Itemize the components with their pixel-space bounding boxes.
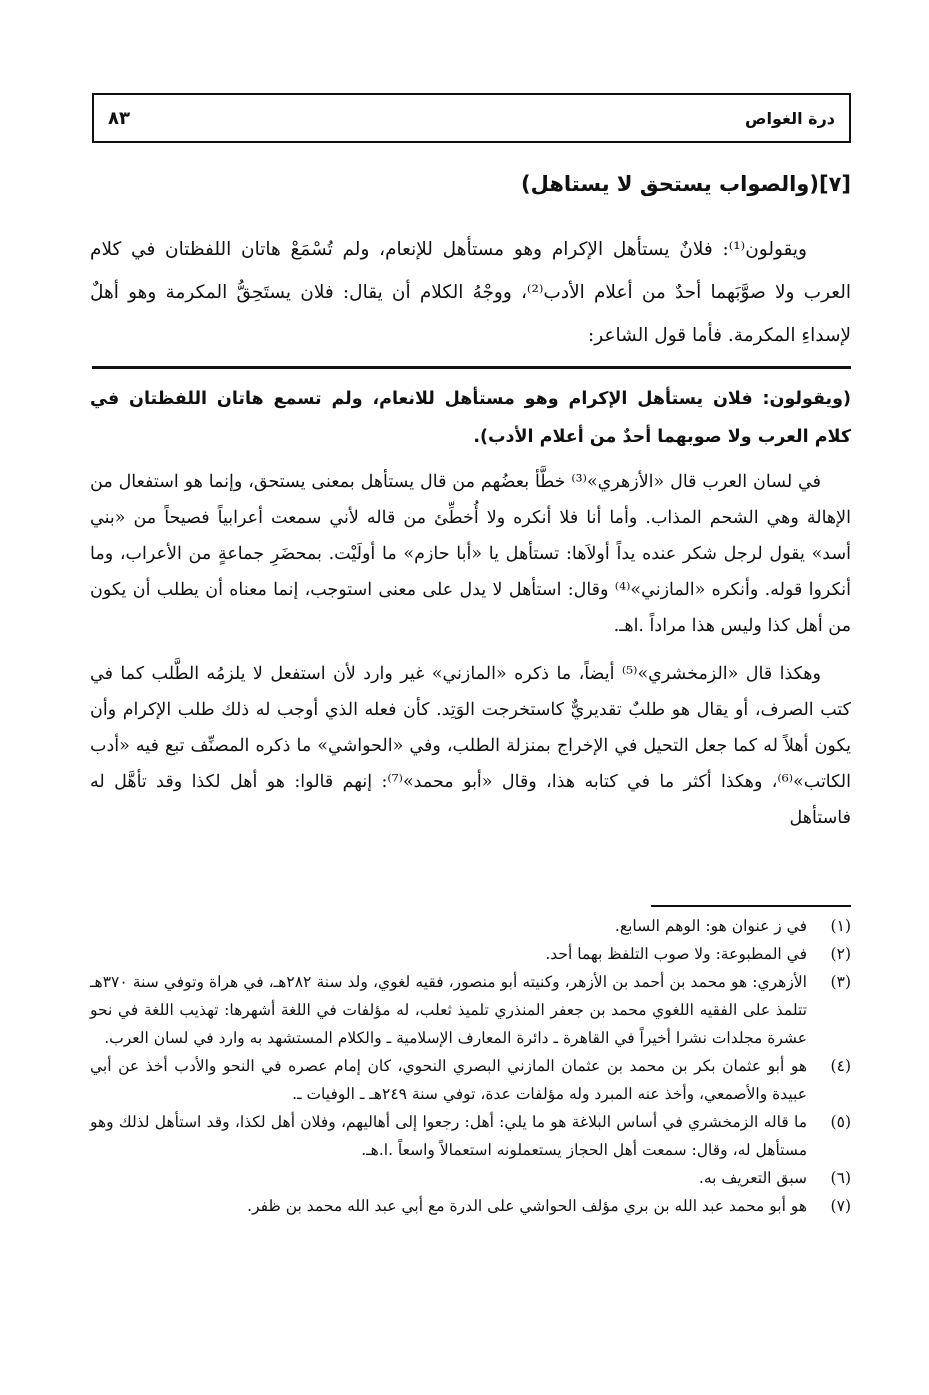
- footnote-number: (١): [830, 917, 851, 935]
- commentary-paragraph-2: وهكذا قال «الزمخشري»⁽⁵⁾ أيضاً، ما ذكره «المازني» غير وارد لأن استفعل لا يلزمُه الطَّلب كما في كتب الصرف، أو يقال هو طلبٌ تقديريٌّ كاستخرجت الوَتِد. كأن فعله الذي أوجب له ذلك طلب الإكرام وأن يكون أهلاً له كما جعل التحيل في الإخراج بمنزلة الطلب، وفي «الحواشي» ما ذكره المصنِّف تبع فيه «أدب الكاتب»⁽⁶⁾، وهكذا أكثر ما في كتابه هذا، وقال «أبو محمد»⁽⁷⁾: إنهم قالوا: هو أهل لكذا وقد تأهَّل له فاستأهل: [90, 664, 851, 828]
- running-title: درة الغواص: [745, 108, 835, 128]
- commentary-quote: (ويقولون: فلان يستأهل الإكرام وهو مستأهل للانعام، ولم تسمع هاتان اللفظتان في كلام العرب ولا صوبهما أحدٌ من أعلام الأدب).: [90, 389, 851, 447]
- footnote: [90, 1108, 851, 1164]
- page-number: ٨٣: [108, 107, 130, 129]
- footnote-number: (٧): [830, 1197, 851, 1215]
- footnote-text: هو أبو عثمان بكر بن محمد بن عثمان المازني البصري النحوي، كان إمام عصره في النحو والأدب أخذ عن أبي عبيدة والأصمعي، وأخذ عنه المبرد وله مؤلفات عدة، توفي سنة ٢٤٩هـ ـ الوفيات ـ.: [90, 1057, 807, 1103]
- footnote-number: (٣): [830, 973, 851, 991]
- footnote-text: سبق التعريف به.: [698, 1169, 807, 1187]
- section-divider: [92, 366, 851, 369]
- footnote: [90, 940, 851, 968]
- footnote: [90, 1052, 851, 1108]
- section-heading: [٧](والصواب يستحق لا يستاهل): [520, 172, 851, 196]
- footnote-number: (٦): [830, 1169, 851, 1187]
- footnote-number: (٥): [830, 1113, 851, 1131]
- main-text: [90, 228, 851, 357]
- running-header: [92, 93, 851, 143]
- main-paragraph: ويقولون⁽¹⁾: فلانٌ يستأهل الإكرام وهو مستأهل للإنعام، ولم تُسْمَعْ هاتان اللفظتان في كلام العرب ولا صوَّبَهما أحدٌ من أعلام الأدب⁽²⁾، ووجْهُ الكلام أن يقال: فلان يستَحِقُّ المكرمة وهو أهلٌ لإسداءِ المكرمة. فأما قول الشاعر:: [90, 239, 851, 346]
- footnote-rule: [651, 905, 851, 907]
- footnote-number: (٤): [830, 1057, 851, 1075]
- footnote: [90, 1164, 851, 1192]
- footnote: [90, 1192, 851, 1220]
- footnote-text: في ز عنوان هو: الوهم السابع.: [614, 917, 807, 935]
- footnote-text: هو أبو محمد عبد الله بن بري مؤلف الحواشي على الدرة مع أبي عبد الله محمد بن ظفر.: [247, 1197, 807, 1215]
- footnote: [90, 968, 851, 1052]
- footnote-number: (٢): [830, 945, 851, 963]
- footnote: [90, 912, 851, 940]
- commentary-paragraph-1: في لسان العرب قال «الأزهري»⁽³⁾ خطَّأ بعضُهم من قال يستأهل بمعنى يستحق، وإنما هو استفعال من الإهالة وهي الشحم المذاب. وأما أنا فلا أنكره ولا أُخطِّئ من قاله لأني سمعت أعرابياً فصيحاً من «بني أسد» يقول لرجل شكر عنده يداً أولاَها: تستأهل يا «أبا حازم» ما أولَيْت. بمحضَرِ جماعةٍ من الأعراب، وما أنكروا قوله. وأنكره «المازني»⁽⁴⁾ وقال: استأهل لا يدل على معنى استوجب، إنما معناه أن يطلب أن يكون من أهل كذا وليس هذا مراداً .اهـ.: [90, 472, 851, 636]
- footnote-text: في المطبوعة: ولا صوب التلفظ بهما أحد.: [545, 945, 807, 963]
- commentary: [90, 380, 851, 848]
- footnote-text: ما قاله الزمخشري في أساس البلاغة هو ما يلي: أهل: رجعوا إلى أهاليهم، وفلان أهل لكذا، وقد استأهل لذلك وهو مستأهل له، وقال: سمعت أهل الحجاز يستعملونه استعمالاً واسعاً .ا.هـ.: [90, 1113, 807, 1159]
- footnote-text: الأزهري: هو محمد بن أحمد بن الأزهر، وكنيته أبو منصور، فقيه لغوي، ولد سنة ٢٨٢هـ، في هراة وتوفي سنة ٣٧٠هـ تتلمذ على الفقيه اللغوي محمد بن جعفر المنذري تلميذ ثعلب، له مؤلفات في اللغة أشهرها: تهذيب اللغة في نحو عشرة مجلدات نشرا أخيراً في القاهرة ـ دائرة المعارف الإسلامية ـ والكلام المستشهد به وارد في لسان العرب.: [90, 973, 807, 1047]
- footnotes: [90, 912, 851, 1220]
